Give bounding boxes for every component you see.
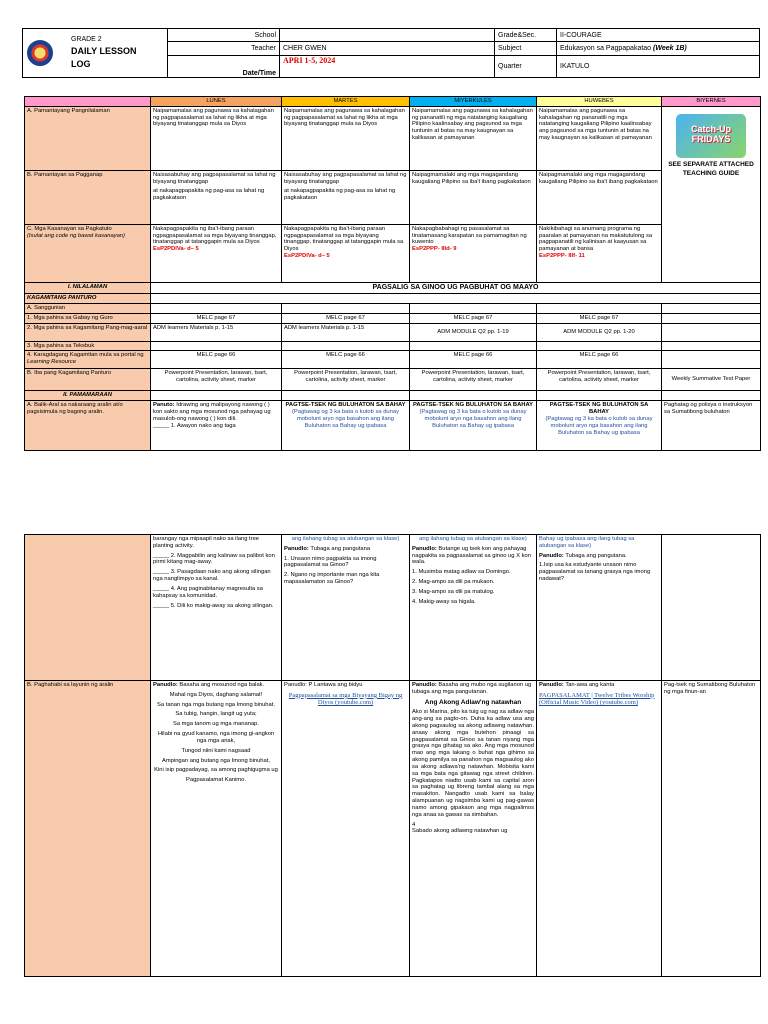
balik-aral-hu (537, 401, 662, 451)
gabay-label: 1. Mga pahina sa Gabay ng Guro (25, 313, 151, 323)
lu-kasanayan (151, 224, 282, 282)
kasanayan-label: C. Mga Kasanayan sa Pagkatuto (27, 225, 112, 232)
subject-text: Edukasyon sa Pagpapakatao (560, 44, 652, 52)
iba-pang-lu: Powerpoint Presentation, larawan, tsart, cartolina, activity sheet, marker (151, 369, 282, 391)
cont-ma-q1: 1. Unsaon nimo pagpakita sa imong pagpasalamat sa Ginoo? (284, 555, 377, 569)
story-tail-1: 4 (412, 821, 416, 828)
ma-pagganap-2: at nakapagpapakita ng pag-asa sa lahat ng pagkakataon (284, 188, 396, 202)
hu-kasanayan-code: EsP2PPP- IIIf- 11 (539, 253, 585, 260)
cont-mi-head2: Butange ug tsek kon ang pahayag nagpakita sa pagpasalamat sa ginoo ug X kon wala. (412, 545, 531, 566)
day-martes: MARTES (282, 97, 410, 107)
iba-pang-bi: Weekly Summative Test Paper (662, 369, 761, 391)
paghahabi-lu-head: Panudlo: (153, 682, 178, 688)
poem-line: Sa tanan nga mga butang nga Imong binuhat. (157, 701, 275, 708)
cont-mi-q4: 4. Makig-away sa higala. (412, 598, 476, 605)
lu-pagganap-1: Naisasabuhay ang pagpapasalamat sa lahat ng biyayang tinatanggap (153, 171, 276, 185)
balik-ma-sub: (Pagtawag og 3 ka bata o kutob sa dunay mobolunt aryo nga basahon ang ilang Buluhaton sa Bahay ug ipabasa (292, 409, 399, 429)
paghahabi-lu-head2: Basaha ang mosunod nga balak. (179, 682, 265, 688)
lu-pangnilalaman: Naipamamalas ang pagunawa sa kahalagahan ng pagpapasalamat sa lahat ng likha at mga biyayang tinatanggap mula sa Diyos (151, 106, 282, 170)
cont-ma-top: ang ilahang tubag sa atubangan sa klase) (291, 536, 400, 542)
ma-kasanayan-code: EsP2PDIVa- d– 5 (284, 253, 330, 260)
ma-kasanayan (282, 224, 410, 282)
balik-aral-ma (282, 401, 410, 451)
quarter-value: IKATULO (557, 55, 760, 77)
cont-mi-q1: 1. Musimba matag adlaw sa Domingo. (412, 569, 511, 576)
balik-aral-lu (151, 401, 282, 451)
paghahabi-mi-head: Panudlo: (412, 682, 437, 688)
poem-line: Mahal nga Diyos, daghang salamat! (169, 691, 263, 698)
teksbuk-mi (410, 341, 537, 351)
poem-line: Ampingan ang butang nga Imong binuhat, (162, 757, 270, 764)
gabay-lu: MELC page 67 (151, 313, 282, 323)
grade-label: GRADE 2 (70, 35, 102, 43)
cont-ma-q2: 2. Ngano ng importante man nga kita mapasalamaton sa Ginoo? (284, 572, 380, 586)
deped-seal-icon (27, 40, 53, 66)
date-value: APRI 1-5, 2024 (280, 55, 495, 77)
teksbuk-bi (662, 341, 761, 351)
mi-kasanayan-code: EsP2PPP- IIId- 9 (412, 246, 457, 253)
pangmagaaral-lu: ADM learners Materials p. 1-15 (151, 323, 282, 341)
ma-kasanayan-text: Nakapagpapakita ng iba't-ibang paraan ngpagpapasalamat sa mga biyayang tinanggap, tinatanggap at tatanggapin mula sa Diyos (284, 225, 404, 253)
pangmagaaral-mi: ADM MODULE Q2 pp. 1-19 (410, 323, 537, 341)
balik-hu-head: PAGTSE-TSEK NG BULUHATON SA BAHAY (549, 402, 649, 416)
poem-line: Sa tubig, hangin, langit ug yuta; (175, 711, 257, 718)
cont-lu-4: _____ 4. Ang paginabitanay magresulta sa kahapsay sa komunidad. (153, 585, 263, 599)
sanggunian-bi (662, 303, 761, 313)
day-miyerkules: MIYERKULES (410, 97, 537, 107)
pangmagaaral-ma: ADM learners Materials p. 1-15 (282, 323, 410, 341)
nilalaman-label: I. NILALAMAN (25, 282, 151, 293)
paghahabi-ma-head: Panudlo: P Lantawa ang bidyu (284, 682, 363, 688)
logo-text: Catch-Up FRIDAYS (691, 123, 731, 145)
cont-label (25, 535, 151, 681)
story-tail-2: Sabado akong adlawng natawhan ug (412, 828, 508, 835)
subject-value (557, 42, 760, 55)
lu-kasanayan-code: EsP2PDIVa- d– 5 (153, 246, 199, 253)
gabay-mi: MELC page 67 (410, 313, 537, 323)
kagamitan-label: KAGAMITANG PANTURO (25, 294, 151, 304)
cont-mi-q3: 3. Mag-ampo sa dili pa matulog. (412, 588, 495, 595)
cont-mi-top: ang ilahang tubag sa atubangan sa klase) (419, 536, 527, 542)
teksbuk-hu (537, 341, 662, 351)
day-huwebes: HUWEBES (537, 97, 662, 107)
day-biyernes: BIYERNES (662, 97, 761, 107)
biyernes-guide (662, 106, 761, 282)
paghahabi-hu-head: Panudlo: (539, 682, 564, 688)
hu-pagganap: Naipagmamalaki ang mga magagandang kaugaliang Pilipino sa iba't ibang pagkakataon (537, 170, 662, 224)
pangmagaaral-label: 2. Mga pahina sa Kagamitang Pang-mag-aaral (25, 323, 151, 341)
balik-aral-mi (410, 401, 537, 451)
hu-pangnilalaman: Naipamamalas ang pagunawa sa kahalagahan ng pananatili ng mga natatanging kaugaliang Pilipino kaalinsabay ang pagsunod sa mga tuntunin at batas na may kaugnayan sa kalikasan at pamayanan (537, 106, 662, 170)
mi-kasanayan (410, 224, 537, 282)
paghahabi-hu-head2: Tan-awa ang kanta (565, 682, 615, 688)
karagdagan-bi (662, 351, 761, 369)
ma-pangnilalaman: Naipamamalas ang pagunawa sa kahalagahan ng pagpapasalamat sa lahat ng likha at mga biyayang tinatanggap mula sa Diyos (282, 106, 410, 170)
gabay-ma: MELC page 67 (282, 313, 410, 323)
cont-hu-top: Bahay ug ipabasa ang ilang tubag sa atubangan sa klase) (539, 536, 635, 549)
gradesec-label: Grade&Sec. (495, 29, 557, 42)
poem (153, 692, 279, 784)
cont-mi-q2: 2. Mag-ampo sa dili pa mukaon. (412, 579, 495, 586)
iba-pang-ma: Powerpoint Presentation, larawan, tsart, cartolina, activity sheet, marker (282, 369, 410, 391)
video-link[interactable]: Pagpapasalamat sa mga Biyayang Bigay ng Diyos (youtube.com) (288, 691, 403, 707)
see-guide-text: SEE SEPARATE ATTACHED TEACHING GUIDE (668, 160, 754, 177)
teksbuk-ma (282, 341, 410, 351)
catch-up-fridays-logo (676, 114, 746, 158)
pangmagaaral-hu: ADM MODULE Q2 pp. 1-20 (537, 323, 662, 341)
pangmagaaral-bi (662, 323, 761, 341)
cont-mi (410, 535, 537, 681)
subject-week: (Week 1B) (653, 44, 687, 52)
cont-lu (151, 535, 282, 681)
title-log: LOG (70, 59, 91, 70)
cont-hu (537, 535, 662, 681)
nilalaman-value: PAGSALIG SA GINOO UG PAGBUHAT OG MAAYO (151, 282, 761, 293)
subject-label: Subject (495, 42, 557, 55)
gabay-bi (662, 313, 761, 323)
paghahabi-hu (537, 681, 662, 977)
poem-line: Hilabi na gyud kanamo, nga imong gi-angkon nga mga anak, (157, 731, 275, 744)
lesson-grid-top (24, 96, 761, 451)
iba-pang-label: B. Iba pang Kagamitang Panturo (25, 369, 151, 391)
paghahabi-mi (410, 681, 537, 977)
mi-pagganap: Naipagmamalaki ang mga magagandang kaugaliang Pilipino sa iba't ibang pagkakataon (410, 170, 537, 224)
pamamaraan-mi (410, 391, 537, 401)
teacher-label: Teacher (168, 42, 280, 55)
sanggunian-mi (410, 303, 537, 313)
paghahabi-mi-head2: Basaha ang mubo nga sugilanon ug tubaga ang mga pangutanan. (412, 682, 532, 695)
karagdagan-ma: MELC page 66 (282, 351, 410, 369)
story-text: Ako si Marina, pito ka tuig ug nag sa adlaw nga ang-ang sa pagto-on. Duha ka adlaw usa ang akong pagsaulog sa akong adlawng natawhan. anaay akong mga butehon pinaagi sa pagpasalamat sa Ginoo sa tanan niyang mga grasya nga gihatag sa ako. Ang mga mosunod mao ang mga lakang o buhat nga gihimo sa akong pamilya sa panahon nga magsaulog ako sa akong adlawa'ng natawhan. Mobisita kami sa mga bata nga gitawag nga street children. Pagkatapos niadto usab kami sa capital aron sa paghatag ug libreng tambal alang sa mga masakiton. Nangadto usab kami sa balay alampuanan ug nagsimba kami ug pag-gawas namo among gipakaon ang mga nagpalimos nga anaa sa gawas sa simbahan. (412, 709, 534, 818)
hu-kasanayan-text: Nakikibahagi sa anumang programa ng paaralan at pamayanan na makatutulong sa pagpapanatili ng kalinisan at kaayusan sa pamayanan at bansa (539, 225, 653, 253)
teacher-value: CHER GWEN (280, 42, 495, 55)
datetime-label: Date/Time (168, 55, 280, 77)
quarter-label: Quarter (495, 55, 557, 77)
sanggunian-lu (151, 303, 282, 313)
paghahabi-ma (282, 681, 410, 977)
ma-pagganap-1: Naisasabuhay ang pagpapasalamat sa lahat ng biyayang tinatanggap (284, 171, 407, 185)
balik-aral-bi: Paghatag og polisya o instruksyon sa Sumatibong buluhaton (662, 401, 761, 451)
day-lunes: LUNES (151, 97, 282, 107)
cont-lu-1: barangay nga mipaapil nako sa ilang tree planting activity. (153, 536, 260, 549)
lu-pagganap-2: at nakapagpapakita ng pag-asa sa lahat ng pagkakataon (153, 188, 265, 202)
cont-bi (662, 535, 761, 681)
gradesec-value: II-COURAGE (557, 29, 760, 42)
balik-ma-head: PAGTSE-TSEK NG BULUHATON SA BAHAY (285, 402, 406, 409)
iba-pang-hu: Powerpoint Presentation, larawan, tsart, cartolina, activity sheet, marker (537, 369, 662, 391)
pamamaraan-label: II. PAMAMARAAN (25, 391, 151, 401)
lu-kasanayan-text: Nakapagpapakita ng iba't-ibang paraan ngpagpapasalamat sa mga biyayang tinanggap, tinatanggap at tatanggapin mula sa Diyos (153, 225, 277, 246)
pamamaraan-bi (662, 391, 761, 401)
lu-pagganap (151, 170, 282, 224)
header-table (22, 28, 760, 78)
pamamaraan-lu (151, 391, 282, 401)
lesson-grid-bottom (24, 534, 761, 977)
mi-pangnilalaman: Naipamamalas ang pagunawa sa kahalagahan ng pananatili ng mga natatanging kaugaliang Pilipino kaalinsabay ang pagsunod sa mga tuntunin at batas na may kaugnayan sa kalikasan at pamayanan (410, 106, 537, 170)
song-link[interactable]: PAGPASALAMAT | Twelve Tribes Worship (Official Music Video) (youtube.com) (539, 691, 655, 707)
karagdagan-italic: Learning Resource (27, 359, 76, 366)
cont-ma (282, 535, 410, 681)
gabay-hu: MELC page 67 (537, 313, 662, 323)
paghahabi-lu (151, 681, 282, 977)
poem-line: Pagpasalamat Kanimo. (186, 777, 246, 784)
pamamaraan-hu (537, 391, 662, 401)
school-brand (23, 29, 168, 78)
poem-line: Sa mga tanom ug mga mananap. (172, 721, 260, 728)
iba-pang-mi: Powerpoint Presentation, larawan, tsart, cartolina, activity sheet, marker (410, 369, 537, 391)
balik-mi-head: PAGTSE-TSEK NG BULUHATON SA BAHAY (412, 402, 534, 409)
hu-kasanayan (537, 224, 662, 282)
sanggunian-hu (537, 303, 662, 313)
story-title: Ang Akong Adlaw'ng natawhan (424, 698, 522, 706)
kasanayan-sub: (Isulat ang code ng bawat kasanayan) (27, 232, 125, 239)
ma-pagganap (282, 170, 410, 224)
balik-lu-text: Idrawing ang malipayong nawong ( ) kon sakto ang mga mosunod nga pahayag ug masulob-ong nawong ( ) kon dili. (153, 402, 271, 422)
karagdagan-label (25, 351, 151, 369)
cont-lu-5: _____ 5. Dili ko makig-away sa akong silingan. (153, 602, 274, 609)
row-label-pagganap: B. Pamantayan sa Pagganap (25, 170, 151, 224)
poem-line: Kini isip pagpadayag, sa among paghigugma ug (154, 767, 278, 774)
row-label-pangnilalaman: A. Pamantayang Pangnilalaman (25, 106, 151, 170)
mi-kasanayan-text: Nakapagbabahagi ng pasasalamat sa tinatamasang karapatan sa pamamagitan ng kuwento (412, 225, 527, 246)
balik-lu-item1: _____ 1. Awayon nako ang taga (153, 422, 236, 429)
karagdagan-hu: MELC page 66 (537, 351, 662, 369)
balik-mi-sub: (Pagtawag og 3 ka bata o kutob sa dunay mobolunt aryo nga basahon ang ilang Buluhaton sa Bahay ug ipabasa (419, 409, 527, 429)
cont-hu-head: Panudlo: (539, 552, 564, 559)
cont-ma-head: Panudlo: (284, 545, 309, 552)
cont-ma-head2: Tubaga ang pangutana (310, 545, 371, 552)
balik-aral-label: A. Balik-Aral sa nakaraang aralin at/o pagsisimula ng bagong aralin. (25, 401, 151, 451)
teksbuk-lu (151, 341, 282, 351)
teksbuk-label: 3. Mga pahina sa Teksbuk (25, 341, 151, 351)
school-label: School (168, 29, 280, 42)
corner-cell (25, 97, 151, 107)
cont-mi-head: Panudlo: (412, 545, 437, 552)
poem-line: Tungod niini kami nagsaad (181, 747, 251, 754)
karagdagan-mi: MELC page 66 (410, 351, 537, 369)
row-label-kasanayan (25, 224, 151, 282)
cont-lu-3: _____ 3. Pasagdaan nako ang akong silingan nga nanglimpyo sa kanal. (153, 569, 271, 583)
sanggunian-ma (282, 303, 410, 313)
sanggunian-label: A. Sanggunian (25, 303, 151, 313)
paghahabi-label: B. Paghahabi sa layunin ng aralin (25, 681, 151, 977)
cont-hu-q1: 1.Isip usa ka estudyante unsaon nimo pagpasalamat sa tanang grasya nga imong nadawat? (539, 562, 651, 583)
cont-lu-2: _____ 2. Magpabilin ang kalinaw sa palibot kon pirmi kitang mag-away. (153, 552, 275, 566)
karagdagan-text: 4. Karagdagang Kagamitan mula sa portal ng (27, 352, 144, 359)
pamamaraan-ma (282, 391, 410, 401)
kagamitan-empty (151, 294, 761, 304)
school-value (280, 29, 495, 42)
balik-hu-sub: (Pagtawag og 3 ka bata o kutob sa dunay mobolunt aryo nga basahon ang ilang Buluhaton sa Bahay ug ipabasa (545, 415, 653, 436)
karagdagan-lu: MELC page 66 (151, 351, 282, 369)
paghahabi-bi: Pag-tsek ng Sumatibong Buluhaton ng mga finun-an (662, 681, 761, 977)
cont-hu-head2: Tubaga ang pangutana. (565, 552, 627, 559)
title-daily-lesson: DAILY LESSON (70, 45, 137, 56)
balik-lu-head: Panuto: (153, 402, 175, 409)
